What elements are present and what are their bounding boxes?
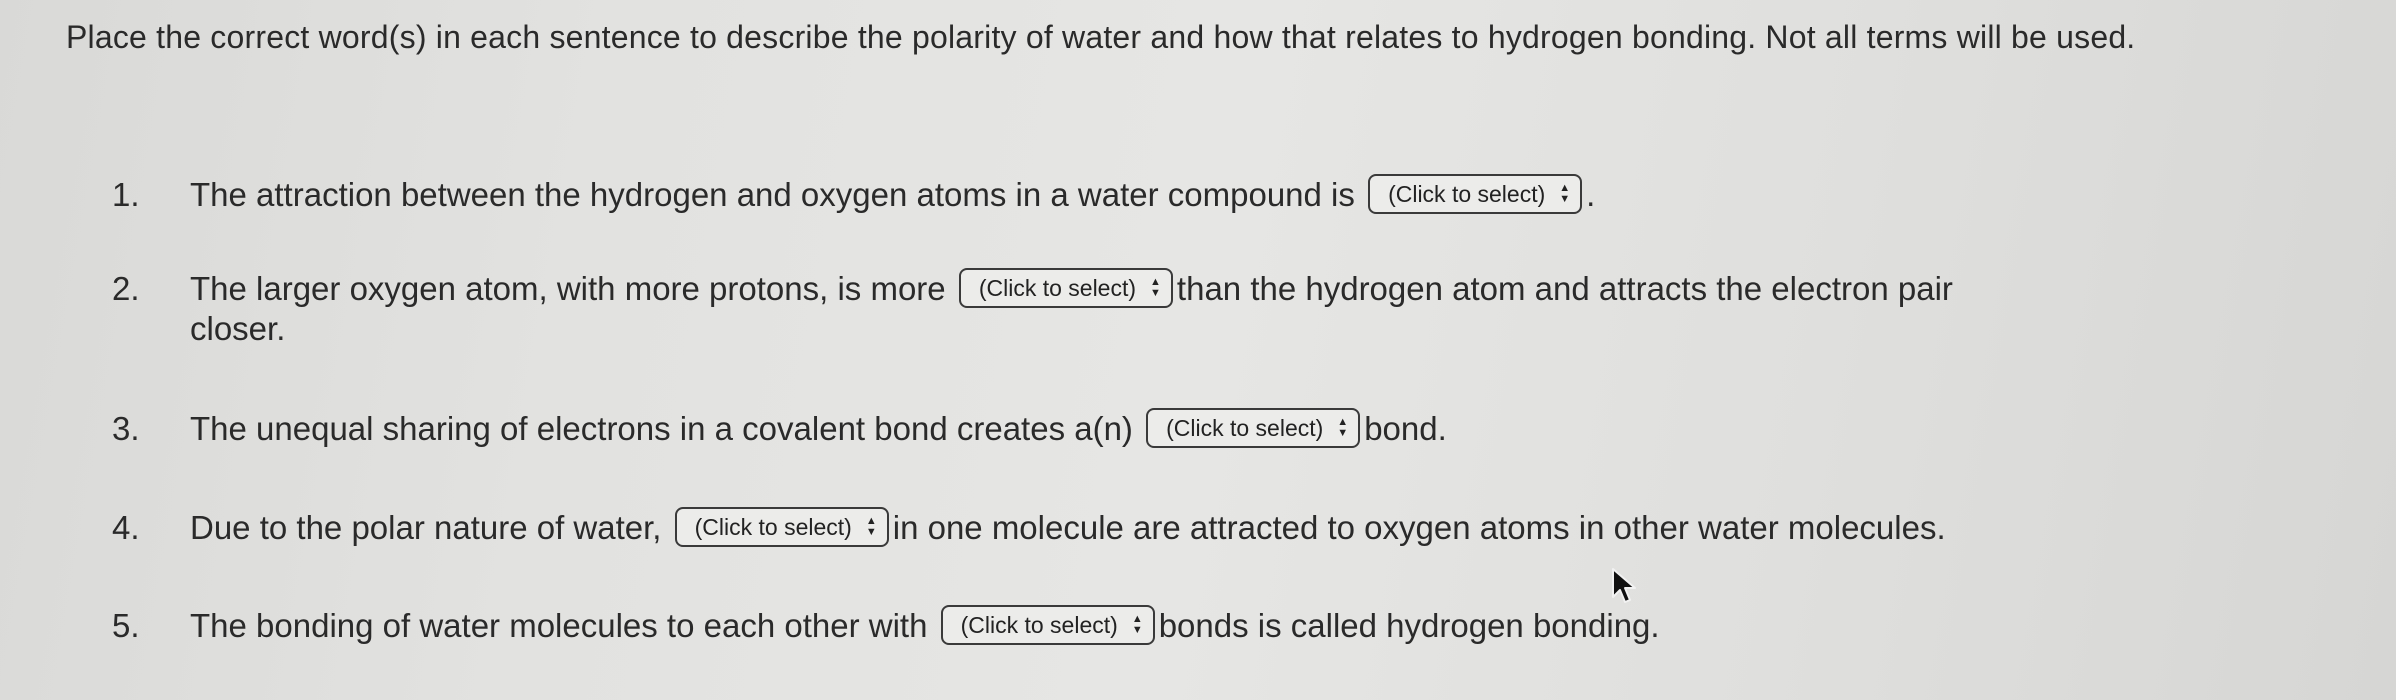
question-number: 1.	[112, 176, 140, 213]
question-3	[112, 405, 2192, 453]
question-text-before: Due to the polar nature of water,	[190, 509, 662, 546]
question-1	[112, 171, 2192, 219]
answer-select-4[interactable]	[675, 507, 889, 547]
answer-select-2[interactable]	[959, 268, 1173, 308]
up-down-arrows-icon: ▲ ▼	[1131, 613, 1143, 637]
question-text-before: The unequal sharing of electrons in a covalent bond creates a(n)	[190, 410, 1133, 447]
question-text-after: than the hydrogen atom and attracts the electron pair	[1176, 270, 1953, 307]
up-down-arrows-icon: ▲ ▼	[1559, 182, 1571, 206]
question-number: 5.	[112, 607, 140, 644]
up-down-arrows-icon: ▲ ▼	[865, 515, 877, 539]
select-placeholder: (Click to select)	[978, 275, 1137, 302]
mouse-pointer-icon	[1611, 567, 1641, 607]
answer-select-1[interactable]	[1368, 174, 1582, 214]
select-placeholder: (Click to select)	[694, 514, 852, 541]
question-text-after: .	[1586, 176, 1596, 213]
select-placeholder: (Click to select)	[1166, 415, 1324, 442]
select-placeholder: (Click to select)	[1388, 181, 1546, 208]
question-4	[112, 504, 2192, 552]
question-text-continuation: closer.	[190, 310, 286, 347]
up-down-arrows-icon: ▲ ▼	[1337, 416, 1349, 440]
answer-select-5[interactable]	[941, 605, 1155, 645]
question-text-after: bond.	[1364, 410, 1447, 447]
question-text-after: bonds is called hydrogen bonding.	[1158, 607, 1660, 644]
question-number: 2.	[112, 270, 140, 307]
question-2	[112, 265, 2192, 353]
answer-select-3[interactable]	[1146, 408, 1360, 448]
up-down-arrows-icon: ▲ ▼	[1150, 276, 1161, 300]
instructions-text: Place the correct word(s) in each sentence to describe the polarity of water and how that relates to hydrogen bonding. Not all terms will be used.	[66, 19, 2136, 55]
question-number: 4.	[112, 509, 140, 546]
question-text-before: The bonding of water molecules to each other with	[190, 607, 928, 644]
question-text-before: The larger oxygen atom, with more protons, is more	[190, 270, 946, 307]
question-text-before: The attraction between the hydrogen and oxygen atoms in a water compound is	[190, 176, 1355, 213]
question-text-after: in one molecule are attracted to oxygen atoms in other water molecules.	[892, 509, 1946, 546]
question-5	[112, 602, 2192, 650]
question-number: 3.	[112, 410, 140, 447]
select-placeholder: (Click to select)	[960, 612, 1118, 639]
